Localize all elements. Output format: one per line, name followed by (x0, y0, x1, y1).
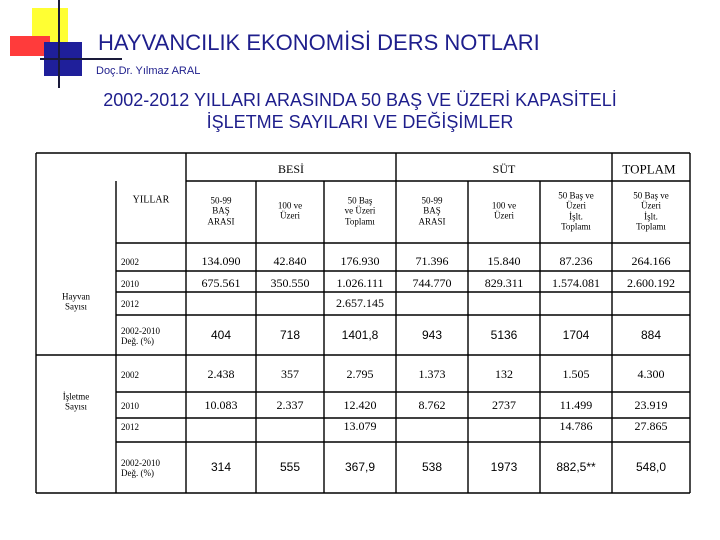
table-cell: 367,9 (344, 460, 376, 475)
year-label: 2010 (121, 279, 139, 289)
year-label: 2012 (121, 422, 139, 432)
year-label: 2002 (121, 370, 139, 380)
table-cell: 350.550 (270, 276, 310, 291)
table-cell: 10.083 (204, 398, 238, 413)
table-cell: 2.438 (207, 367, 235, 382)
table-cell: 884 (640, 328, 662, 343)
table-cell: 2.600.192 (627, 276, 675, 291)
besi-total-cell: 13.079 (343, 419, 377, 434)
table-cell: 42.840 (273, 254, 307, 269)
year-label: 2002-2010 Değ. (%) (121, 458, 160, 478)
table-cell: 1.373 (418, 367, 446, 382)
table-cell: 1.505 (562, 367, 590, 382)
table-cell: 134.090 (201, 254, 241, 269)
table-cell: 176.930 (340, 254, 380, 269)
author-name: Doç.Dr. Yılmaz ARAL (96, 65, 201, 77)
table-cell: 2.795 (346, 367, 374, 382)
table-cell: 404 (210, 328, 232, 343)
table-cell: 132 (495, 367, 513, 382)
table-cell: 1704 (562, 328, 590, 343)
table-cell: 11.499 (559, 398, 593, 413)
year-label: 2010 (121, 401, 139, 411)
merged-total-cell: 2.657.145 (336, 296, 384, 311)
column-header-2: 100 ve Üzeri (277, 200, 303, 221)
table-cell: 2737 (492, 398, 516, 413)
group-header-sut: SÜT (492, 162, 516, 177)
column-header-5: 100 ve Üzeri (491, 200, 517, 221)
years-header: YILLAR (132, 194, 170, 206)
table-cell: 1.026.111 (336, 276, 384, 291)
section-label-hayvan-text: Hayvan Sayısı (62, 291, 90, 312)
table-cell: 548,0 (635, 460, 667, 475)
subtitle-line-2: İŞLETME SAYILARI VE DEĞİŞİMLER (206, 112, 514, 132)
table-cell: 357 (281, 367, 299, 382)
table-cell: 8.762 (418, 398, 446, 413)
table-cell: 675.561 (201, 276, 241, 291)
page-title: HAYVANCILIK EKONOMİSİ DERS NOTLARI (98, 30, 540, 55)
year-label: 2002 (121, 257, 139, 267)
table-cell: 943 (421, 328, 443, 343)
table-cell: 4.300 (637, 367, 665, 382)
year-label: 2002-2010 Değ. (%) (121, 326, 160, 346)
table-cell: 2.337 (276, 398, 304, 413)
table-cell: 264.166 (631, 254, 671, 269)
table-cell: 23.919 (634, 398, 668, 413)
table-cell: 555 (279, 460, 301, 475)
table-cell: 538 (421, 460, 443, 475)
section-label-isletme-text: İşletme Sayısı (62, 391, 90, 412)
year-label: 2012 (121, 299, 139, 309)
table-cell: 829.311 (484, 276, 524, 291)
group-header-toplam: TOPLAM (622, 161, 676, 177)
table-cell: 12.420 (343, 398, 377, 413)
table-cell: 1.574.081 (552, 276, 600, 291)
table-cell: 15.840 (487, 254, 521, 269)
subtitle-line-1: 2002-2012 YILLARI ARASINDA 50 BAŞ VE ÜZERİ KAPASİTELİ (103, 90, 617, 110)
table-cell: 87.236 (559, 254, 593, 269)
table-cell: 1401,8 (341, 328, 379, 343)
column-header-4: 50-99 BAŞ ARASI (418, 195, 446, 227)
group-header-besi: BESİ (277, 162, 305, 177)
column-header-3: 50 Baş ve Üzeri Toplamı (344, 195, 376, 227)
section-label-isletme (63, 392, 90, 413)
column-header-6: 50 Baş ve Üzeri İşlt. Toplamı (558, 190, 594, 232)
sut-total-cell: 14.786 (559, 419, 593, 434)
section-label-hayvan (62, 292, 90, 313)
column-header-7: 50 Baş ve Üzeri İşlt. Toplamı (633, 190, 669, 232)
column-header-1: 50-99 BAŞ ARASI (207, 195, 235, 227)
table-cell: 5136 (490, 328, 518, 343)
table-cell: 718 (279, 328, 301, 343)
table-cell: 882,5** (556, 460, 596, 475)
grand-total-cell: 27.865 (634, 419, 668, 434)
table-cell: 71.396 (415, 254, 449, 269)
table-cell: 314 (210, 460, 232, 475)
table-cell: 744.770 (412, 276, 452, 291)
table-cell: 1973 (490, 460, 518, 475)
